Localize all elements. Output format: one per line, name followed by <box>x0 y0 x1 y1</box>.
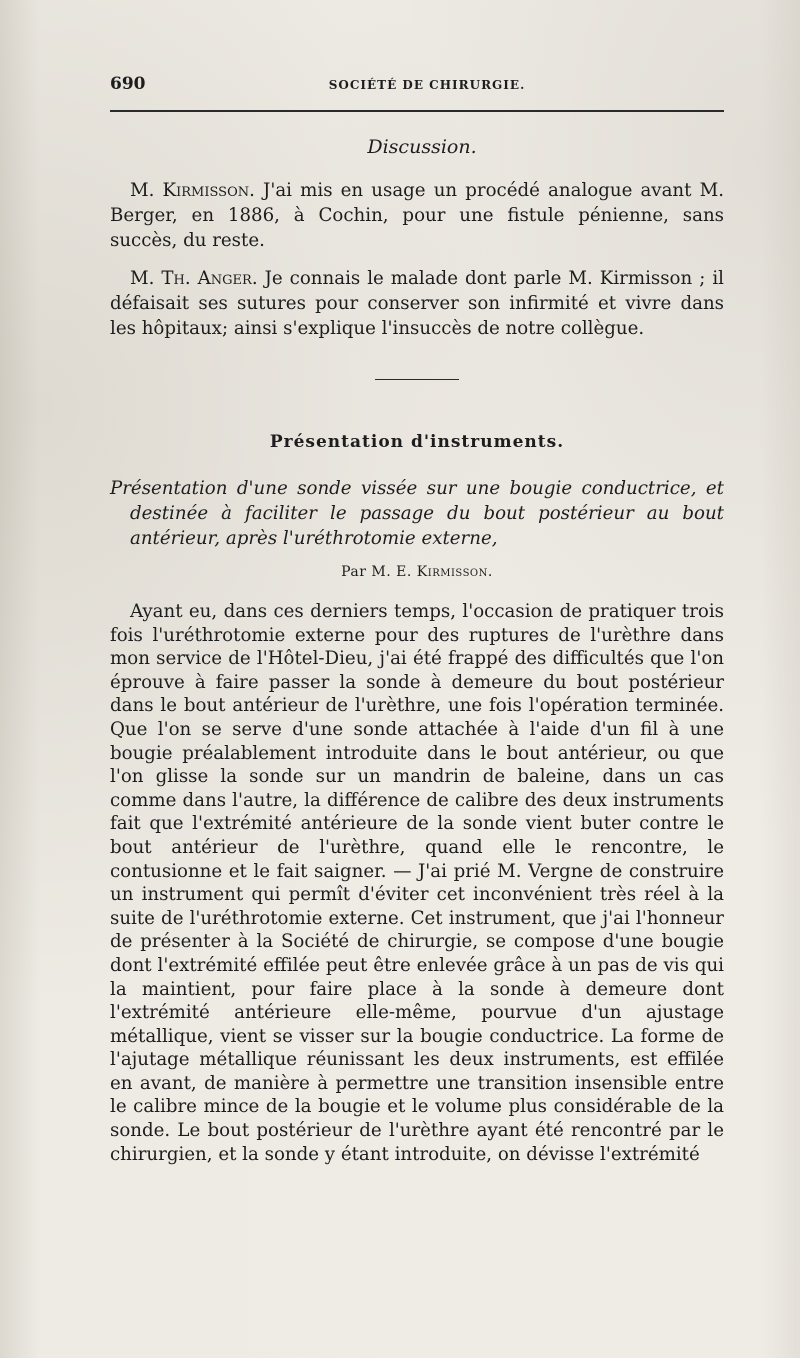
section-divider <box>375 379 459 380</box>
speaker-kirmisson: M. Kirmisson. <box>130 180 255 201</box>
header-rule <box>110 110 724 112</box>
page-number: 690 <box>110 74 146 94</box>
discussion-paragraph-2 <box>110 266 724 341</box>
discussion-heading: Discussion. <box>367 136 477 158</box>
speaker-anger: M. Th. Anger. <box>130 268 258 289</box>
discussion-paragraph-1-text: J'ai mis en usage un procédé analogue avant M. Berger, en 1886, à Cochin, pour une fistule pénienne, sans succès, du reste. <box>110 180 724 251</box>
discussion-paragraph-2-text: Je connais le malade dont parle M. Kirmisson ; il défaisait ses sutures pour conserver son infirmité et vivre dans les hôpitaux; ainsi s'explique l'insuccès de notre collègue. <box>110 268 724 339</box>
running-head <box>110 66 724 96</box>
running-title: SOCIÉTÉ DE CHIRURGIE. <box>328 78 526 92</box>
article-body: Ayant eu, dans ces derniers temps, l'occasion de pratiquer trois fois l'uréthrotomie externe pour des ruptures de l'urèthre dans mon service de l'Hôtel-Dieu, j'ai été frappé des difficultés que l'on éprouve à faire passer la sonde à demeure du bout postérieur dans le bout antérieur de l'urèthre, une fois l'opération terminée. Que l'on se serve d'une sonde attachée à l'aide d'un fil à une bougie préalablement introduite dans le bout antérieur, ou que l'on glisse la sonde sur un mandrin de baleine, dans un cas comme dans l'autre, la différence de calibre des deux instruments fait que l'extrémité antérieure de la sonde vient buter contre le bout antérieur de l'urèthre, quand elle le rencontre, le contusionne et le fait saigner. — J'ai prié M. Vergne de construire un instrument qui permît d'éviter cet inconvénient très réel à la suite de l'uréthrotomie externe. Cet instrument, que j'ai l'honneur de présenter à la Société de chirurgie, se compose d'une bougie dont l'extrémité effilée peut être enlevée grâce à un pas de vis qui la maintient, pour faire place à la sonde à demeure dont l'extrémité antérieure elle-même, pourvue d'un ajustage métallique, vient se visser sur la bougie conductrice. La forme de l'ajutage métallique réunissant les deux instruments, est effilée en avant, de manière à permettre une transition insensible entre le calibre mince de la bougie et le volume plus considérable de la sonde. Le bout postérieur de l'urèthre ayant été rencontré par le chirurgien, et la sonde y étant introduite, on dévisse l'extrémité <box>110 601 724 1165</box>
byline-prefix: Par M. E. <box>341 564 417 580</box>
presentation-heading: Présentation d'instruments. <box>269 432 565 452</box>
byline <box>110 564 724 580</box>
article-title: Présentation d'une sonde vissée sur une bougie conductrice, et destinée à faciliter le passage du bout postérieur au bout antérieur, après l'uréthrotomie externe, <box>110 478 724 549</box>
page-content <box>110 66 724 1166</box>
byline-author: Kirmisson. <box>416 564 493 580</box>
discussion-paragraph-1 <box>110 178 724 253</box>
